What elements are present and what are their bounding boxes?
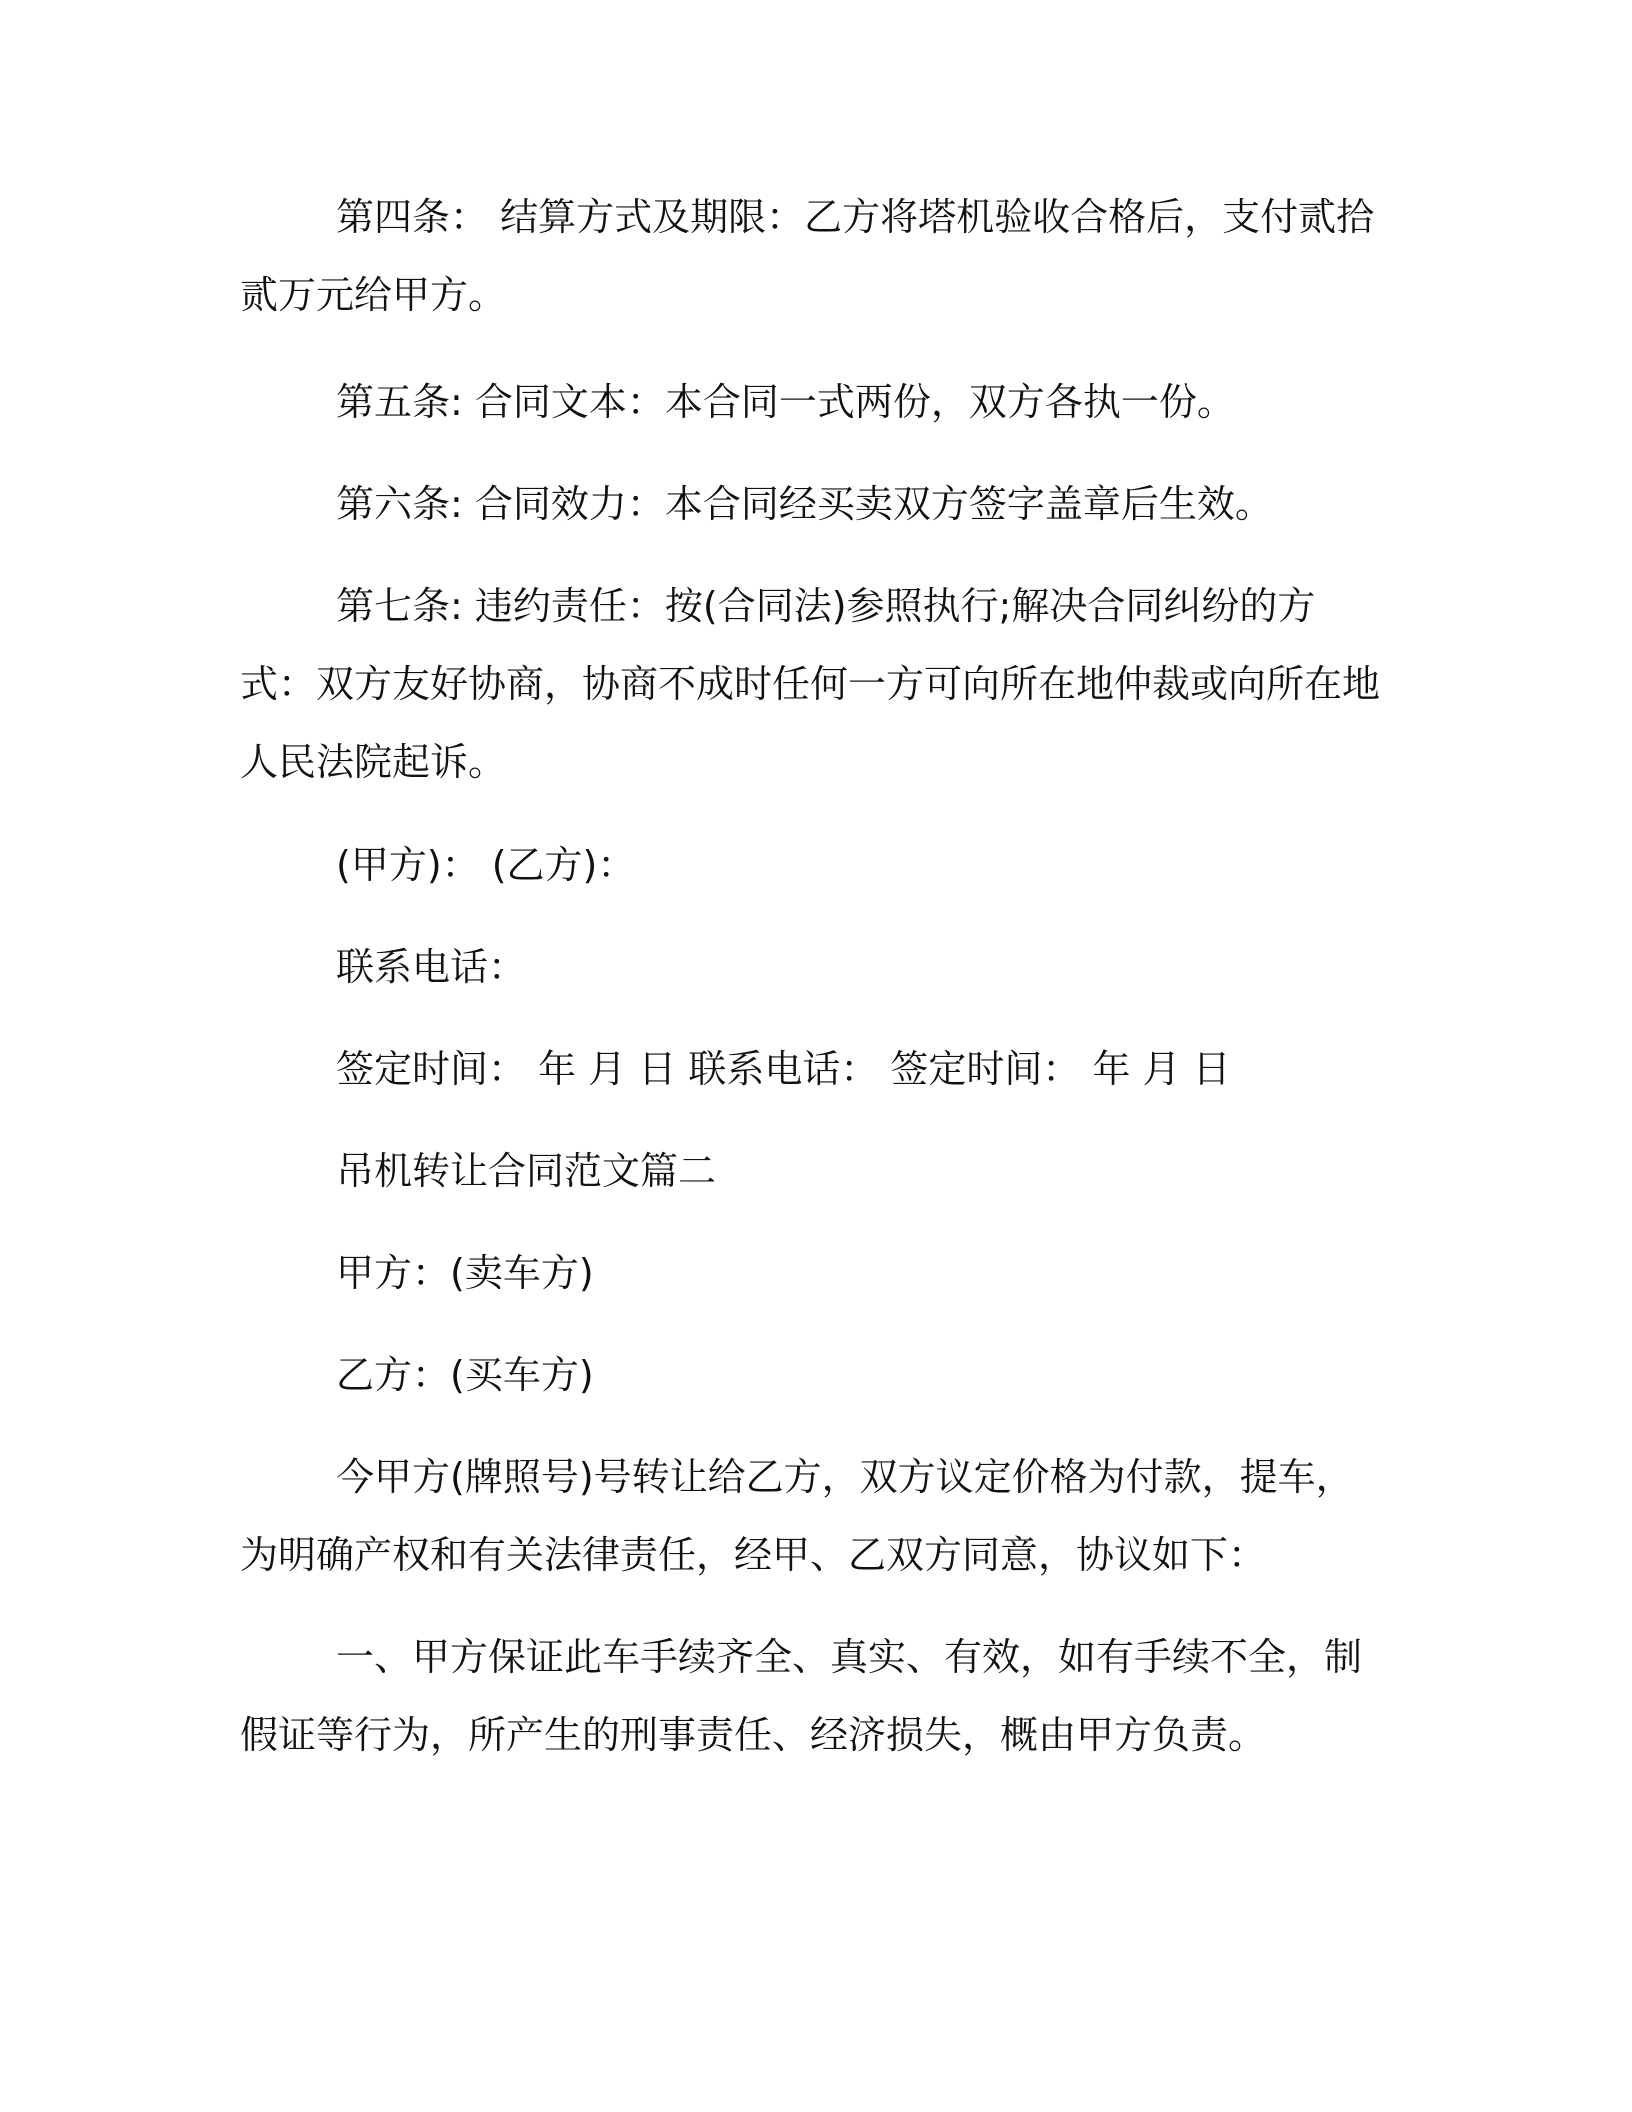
- clause-5-paragraph: 第五条: 合同文本：本合同一式两份，双方各执一份。: [336, 380, 1235, 424]
- party-b-line: 乙方：(买车方): [336, 1353, 594, 1397]
- clause-6-paragraph: 第六条: 合同效力：本合同经买卖双方签字盖章后生效。: [336, 482, 1273, 526]
- signing-date-line: 签定时间： 年 月 日 联系电话： 签定时间： 年 月 日: [336, 1047, 1231, 1091]
- article-1-paragraph: 一、甲方保证此车手续齐全、真实、有效，如有手续不全，制假证等行为，所产生的刑事责任、经济损失，概由甲方负责。: [240, 1635, 1363, 1757]
- party-line: (甲方)： (乙方)：: [336, 843, 636, 887]
- clause-4-paragraph: 第四条： 结算方式及期限：乙方将塔机验收合格后，支付贰拾贰万元给甲方。: [240, 195, 1375, 317]
- clause-7-paragraph: 第七条: 违约责任：按(合同法)参照执行;解决合同纠纷的方式：双方友好协商，协商不成时任何一方可向所在地仲裁或向所在地人民法院起诉。: [240, 584, 1381, 784]
- section-heading: 吊机转让合同范文篇二: [336, 1149, 717, 1193]
- contact-phone-line: 联系电话：: [336, 945, 527, 989]
- party-a-line: 甲方：(卖车方): [336, 1251, 594, 1295]
- agreement-intro-paragraph: 今甲方(牌照号)号转让给乙方，双方议定价格为付款，提车，为明确产权和有关法律责任，经甲、乙双方同意，协议如下：: [240, 1455, 1354, 1577]
